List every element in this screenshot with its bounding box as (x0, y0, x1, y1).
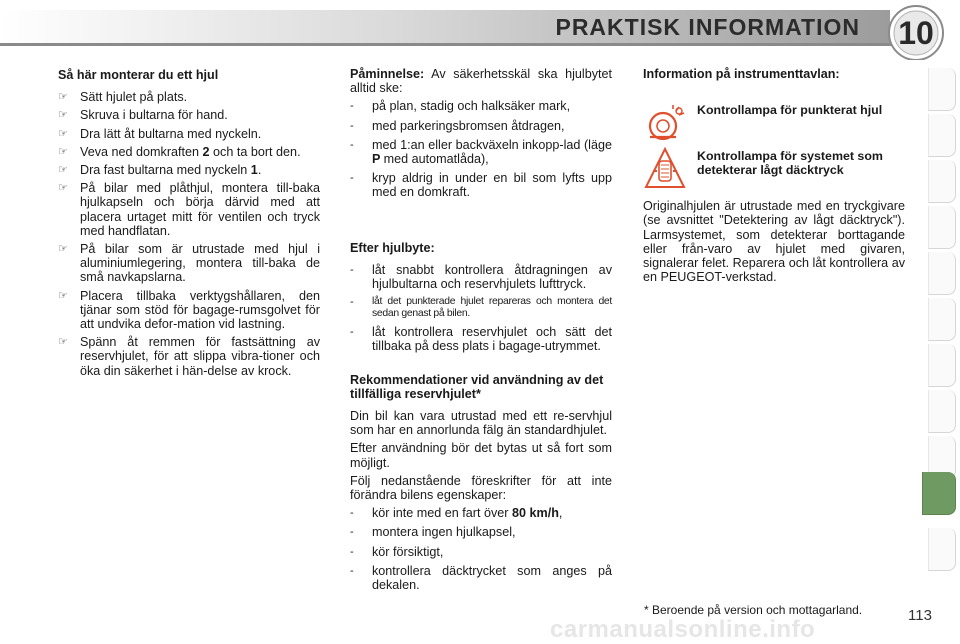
list-item: - med parkeringsbromsen åtdragen, (350, 118, 565, 133)
finger-pointer-icon: ☞ (58, 127, 68, 140)
watermark: carmanualsonline.info (550, 616, 816, 643)
chapter-number: 10 (898, 14, 934, 51)
list-item: - på plan, stadig och halksäker mark, (350, 99, 571, 114)
footnote: * Beroende på version och mottagarland. (644, 603, 863, 617)
chapter-tab[interactable] (928, 206, 956, 249)
section-heading: Information på instrumenttavlan: (643, 67, 840, 81)
finger-pointer-icon: ☞ (58, 182, 68, 195)
recommendations-paragraph: Efter användning bör det bytas ut så fort som möjligt. (350, 441, 612, 470)
flat-tyre-warning-icon (643, 101, 687, 145)
column-instrument-panel (643, 67, 905, 288)
steps-list (58, 90, 320, 378)
list-item: ☞ Placera tillbaka verktygshållaren, den tjänar som stöd för bagage-rumsgolvet för att undvika defor-mation vid lastning. (58, 288, 320, 332)
list-item: - låt snabbt kontrollera åtdragningen av hjulbultarna och reservhjulets lufttryck. (350, 262, 612, 292)
page-number: 113 (908, 607, 932, 624)
chapter-tab[interactable] (928, 298, 956, 341)
body-paragraph: Originalhjulen är utrustade med en tryckgivare (se avsnittet "Detektering av lågt däcktryck"). Larmsystemet, som detekterar borttagande eller från-varo av hjulet med givaren, signalerar felet. Reparera och låt kontrollera av en PEUGEOT-verkstad. (643, 199, 905, 285)
chapter-tab[interactable] (928, 114, 956, 157)
list-item: - kryp aldrig in under en bil som lyfts upp med en domkraft. (350, 171, 612, 200)
lamp-label: Kontrollampa för punkterat hjul (697, 103, 883, 118)
finger-pointer-icon: ☞ (58, 164, 68, 177)
chapter-tab[interactable] (928, 344, 956, 387)
finger-pointer-icon: ☞ (58, 289, 68, 302)
list-item: ☞ På bilar med plåthjul, montera till-baka hjulkapseln och börja därvid med att placera urtaget mitt för ventilen och tryck med handflatan. (58, 181, 320, 238)
list-item: - kör försiktigt, (350, 544, 444, 559)
list-item: - montera ingen hjulkapsel, (350, 525, 516, 540)
finger-pointer-icon: ☞ (58, 91, 68, 104)
finger-pointer-icon: ☞ (58, 336, 68, 349)
after-list (350, 263, 612, 354)
column-mount-wheel (58, 68, 320, 382)
finger-pointer-icon: ☞ (58, 145, 68, 158)
chapter-tab[interactable] (928, 528, 956, 571)
list-item: - kontrollera däcktrycket som anges på dekalen. (350, 563, 612, 593)
warning-lamp-row (643, 147, 905, 193)
list-item: ☞ Dra fast bultarna med nyckeln 1. (58, 163, 262, 178)
chapter-tab[interactable] (928, 390, 956, 433)
section-heading: Så här monterar du ett hjul (58, 68, 219, 82)
list-item: ☞ Veva ned domkraften 2 och ta bort den. (58, 144, 301, 159)
chapter-tab-active[interactable] (922, 472, 956, 515)
list-item: - låt kontrollera reservhjulet och sätt det tillbaka på dess plats i bagage-utrymmet. (350, 325, 612, 354)
finger-pointer-icon: ☞ (58, 243, 68, 256)
list-item: - kör inte med en fart över 80 km/h, (350, 506, 563, 521)
chapter-tabs (928, 68, 960, 578)
recommendations-heading: Rekommendationer vid användning av det tillfälliga reservhjulet* (350, 372, 604, 401)
column-reminders (350, 67, 612, 597)
recommendations-paragraph: Din bil kan vara utrustad med ett re-servhjul som har en annorlunda fälg än standardhjulet. (350, 409, 612, 438)
list-item: ☞ På bilar som är utrustade med hjul i aluminiumlegering, montera till-baka de små navkapslarna. (58, 242, 320, 285)
list-item: ☞ Spänn åt remmen för fastsättning av reservhjulet, för att slippa vibra-tioner och öka din säkerhet i hän-delse av krock. (58, 335, 320, 378)
list-item: ☞ Skruva i bultarna för hand. (58, 108, 228, 123)
after-heading: Efter hjulbyte: (350, 240, 435, 255)
reminder-paragraph: Påminnelse: Av säkerhetsskäl ska hjulbytet alltid ske: (350, 67, 612, 96)
page-header (0, 0, 960, 52)
recommendations-paragraph: Följ nedanstående föreskrifter för att inte förändra bilens egenskaper: (350, 473, 612, 503)
lamp-label: Kontrollampa för systemet som detekterar lågt däcktryck (697, 149, 883, 177)
chapter-tab[interactable] (928, 252, 956, 295)
list-item: ☞ Sätt hjulet på plats. (58, 90, 188, 105)
list-item: - låt det punkterade hjulet repareras och montera det sedan genast på bilen. (350, 296, 612, 320)
list-item: ☞ Dra lätt åt bultarna med nyckeln. (58, 126, 262, 141)
recommendations-list (350, 506, 612, 592)
page-title: PRAKTISK INFORMATION (555, 14, 860, 40)
list-item: - med 1:an eller backväxeln inkopp-lad (läge P med automatlåda), (350, 137, 612, 167)
warning-lamp-row (643, 101, 905, 147)
chapter-tab[interactable] (928, 68, 956, 111)
chapter-tab[interactable] (928, 160, 956, 203)
finger-pointer-icon: ☞ (58, 109, 68, 122)
reminder-list (350, 99, 612, 199)
tyre-pressure-warning-icon (643, 147, 687, 191)
